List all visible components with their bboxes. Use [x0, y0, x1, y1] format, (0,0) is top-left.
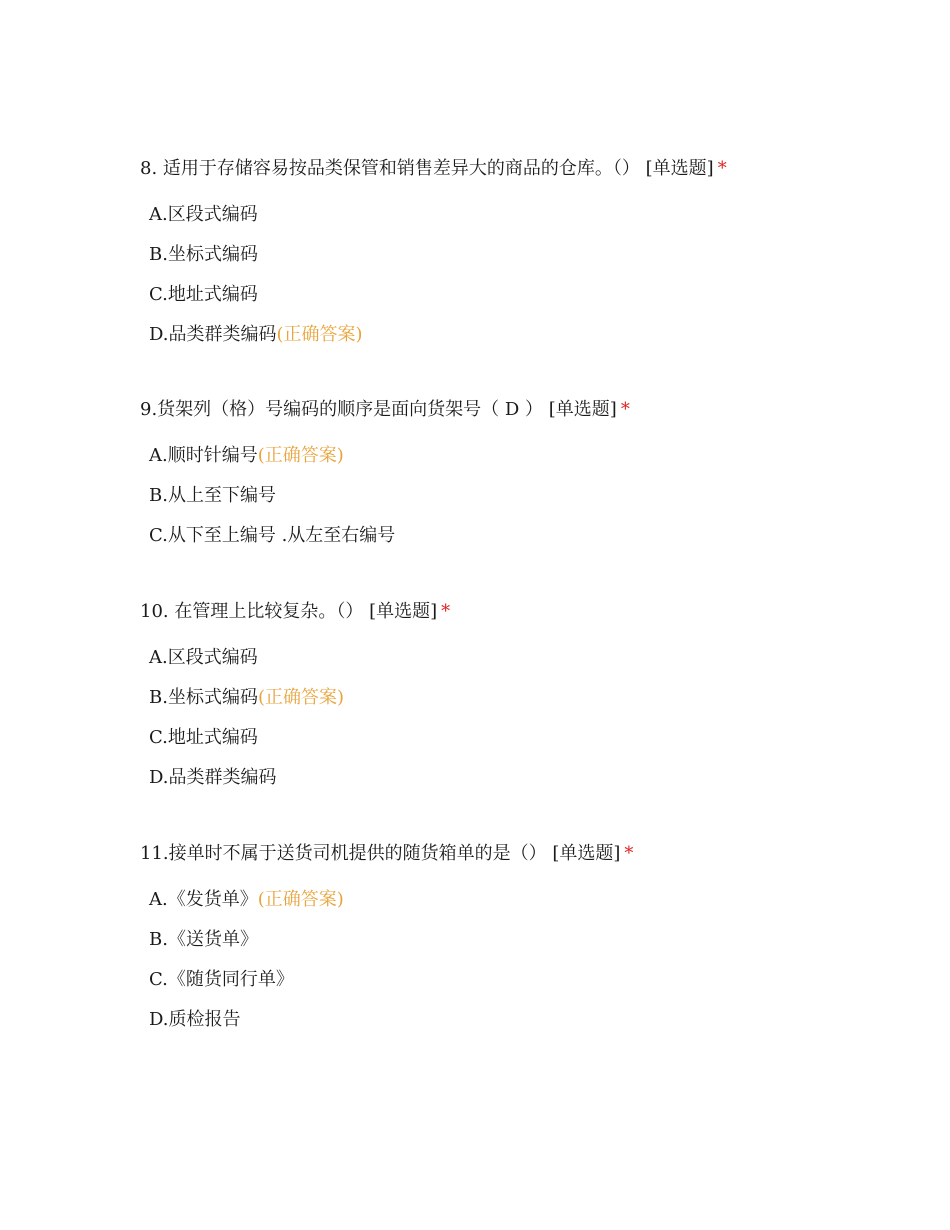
- option-label: B.坐标式编码: [149, 244, 258, 265]
- option-list: [140, 646, 920, 790]
- option-label: B.从上至下编号: [149, 485, 276, 506]
- option-b[interactable]: [149, 686, 920, 710]
- option-list: [140, 444, 920, 548]
- option-label: B.坐标式编码: [149, 687, 258, 708]
- option-label: A.顺时针编号: [149, 445, 258, 466]
- correct-answer-note: (正确答案): [257, 889, 344, 910]
- option-label: B.《送货单》: [149, 929, 258, 950]
- question-title: [140, 157, 920, 181]
- correct-answer-note: (正确答案): [276, 324, 363, 345]
- option-c[interactable]: [149, 968, 920, 992]
- question-text: 8. 适用于存储容易按品类保管和销售差异大的商品的仓库。（）: [140, 158, 640, 179]
- question-9: [140, 398, 920, 548]
- option-label: C.《随货同行单》: [149, 969, 294, 990]
- option-list: [140, 203, 920, 347]
- question-text: 10. 在管理上比较复杂。（）: [140, 601, 364, 622]
- option-a[interactable]: [149, 203, 920, 227]
- question-text: 9.货架列（格）号编码的顺序是面向货架号（ D ）: [140, 399, 544, 420]
- option-label: A.区段式编码: [149, 204, 258, 225]
- question-type-tag: [单选题]: [548, 399, 617, 420]
- option-label: D.质检报告: [149, 1009, 241, 1030]
- option-label: C.地址式编码: [149, 727, 258, 748]
- question-11: [140, 842, 920, 1032]
- correct-answer-note: (正确答案): [257, 687, 344, 708]
- option-d[interactable]: [149, 323, 920, 347]
- question-type-tag: [单选题]: [369, 601, 438, 622]
- option-a[interactable]: [149, 888, 920, 912]
- correct-answer-note: (正确答案): [257, 445, 344, 466]
- question-title: [140, 600, 920, 624]
- option-label: A.区段式编码: [149, 647, 258, 668]
- option-c[interactable]: [149, 524, 920, 548]
- required-marker: *: [441, 601, 451, 622]
- question-8: [140, 157, 920, 347]
- question-title: [140, 398, 920, 422]
- option-c[interactable]: [149, 726, 920, 750]
- option-b[interactable]: [149, 484, 920, 508]
- required-marker: *: [624, 843, 634, 864]
- option-d[interactable]: [149, 766, 920, 790]
- question-type-tag: [单选题]: [552, 843, 621, 864]
- option-label: C.从下至上编号 .从左至右编号: [149, 525, 396, 546]
- required-marker: *: [717, 158, 727, 179]
- option-list: [140, 888, 920, 1032]
- option-label: D.品类群类编码: [149, 767, 277, 788]
- option-a[interactable]: [149, 444, 920, 468]
- question-text: 11.接单时不属于送货司机提供的随货箱单的是（）: [140, 843, 547, 864]
- question-10: [140, 600, 920, 790]
- option-b[interactable]: [149, 243, 920, 267]
- option-b[interactable]: [149, 928, 920, 952]
- required-marker: *: [620, 399, 630, 420]
- question-title: [140, 842, 920, 866]
- option-d[interactable]: [149, 1008, 920, 1032]
- option-label: D.品类群类编码: [149, 324, 277, 345]
- option-c[interactable]: [149, 283, 920, 307]
- question-type-tag: [单选题]: [645, 158, 714, 179]
- option-label: C.地址式编码: [149, 284, 258, 305]
- option-label: A.《发货单》: [149, 889, 258, 910]
- option-a[interactable]: [149, 646, 920, 670]
